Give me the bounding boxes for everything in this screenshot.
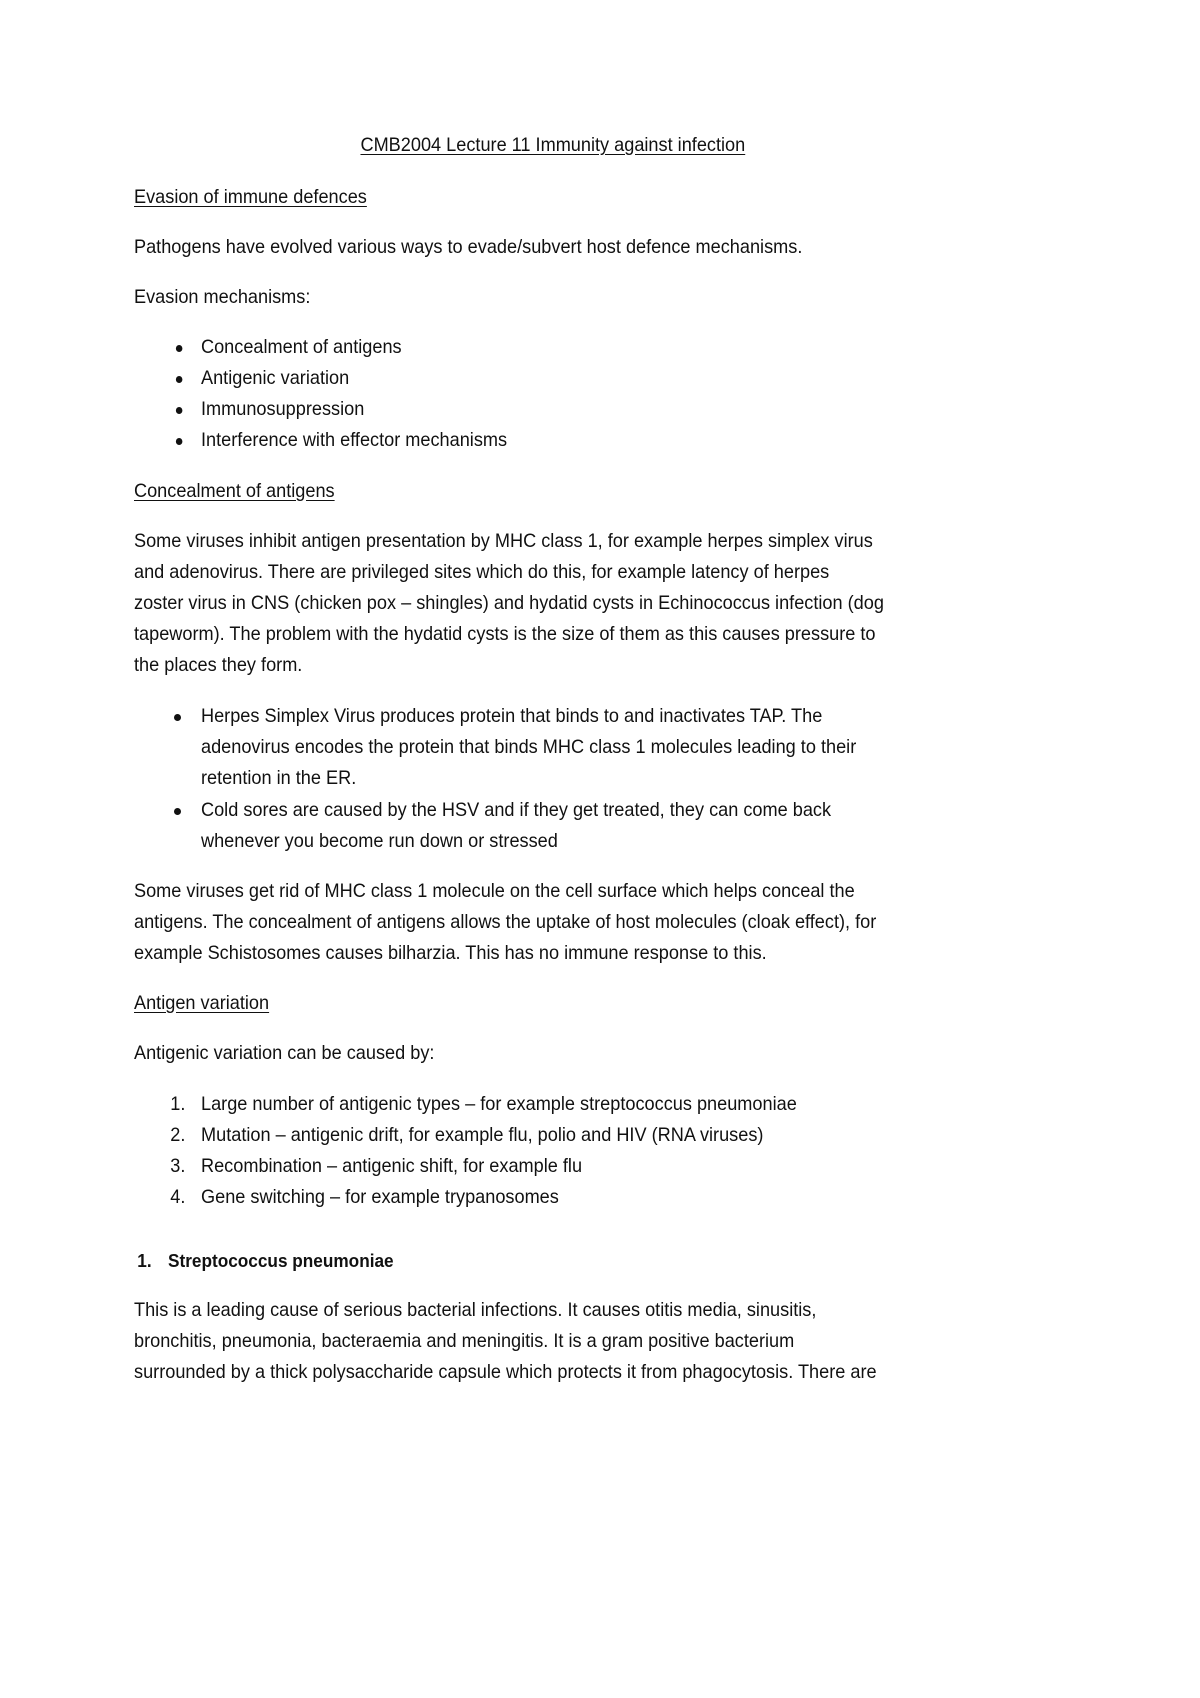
paragraph-evasion-intro: Pathogens have evolved various ways to evade/subvert host defence mechanisms. <box>134 236 803 258</box>
paragraph-concealment: Some viruses inhibit antigen presentation by MHC class 1, for example herpes simplex virus and adenovirus. There are privileged sites which do this, for example latency of herpes zoster virus in CNS (chicken pox – shingles) and hydatid cysts in Echinococcus infection (dog tapeworm). The problem with the hydatid cysts is the size of them as this causes pressure to the places they form. <box>134 530 884 676</box>
list-item: Immunosuppression <box>201 394 507 425</box>
bullet-icon <box>176 345 183 352</box>
heading-evasion: Evasion of immune defences <box>134 186 367 208</box>
list-item: Interference with effector mechanisms <box>201 425 507 456</box>
variation-list <box>170 1089 842 1213</box>
paragraph-concealment-2: Some viruses get rid of MHC class 1 molecule on the cell surface which helps conceal the antigens. The concealment of antigens allows the uptake of host molecules (cloak effect), for example Schistosomes causes bilharzia. This has no immune response to this. <box>134 880 877 964</box>
bullet-icon <box>174 714 181 721</box>
list-item: Cold sores are caused by the HSV and if they get treated, they can come back whenever you become run down or stressed <box>201 795 906 857</box>
bullet-icon <box>174 808 181 815</box>
bullet-icon <box>176 376 183 383</box>
mechanisms-label: Evasion mechanisms: <box>134 286 311 308</box>
bullet-icon <box>176 438 183 445</box>
concealment-bullets <box>201 701 906 857</box>
paragraph-streptococcus: This is a leading cause of serious bacterial infections. It causes otitis media, sinusitis, bronchitis, pneumonia, bacteraemia and meningitis. It is a gram positive bacterium surrounded by a thick polysaccharide capsule which protects it from phagocytosis. There are <box>134 1299 877 1383</box>
document-title: CMB2004 Lecture 11 Immunity against infection <box>360 134 746 156</box>
list-item: Concealment of antigens <box>201 332 507 363</box>
bullet-icon <box>176 407 183 414</box>
heading-concealment: Concealment of antigens <box>134 480 335 502</box>
list-item: 4. Gene switching – for example trypanosomes <box>170 1186 559 1208</box>
list-item: 1. Large number of antigenic types – for example streptococcus pneumoniae <box>170 1093 797 1115</box>
list-item: 2. Mutation – antigenic drift, for example flu, polio and HIV (RNA viruses) <box>170 1124 764 1146</box>
mechanisms-list <box>201 332 530 456</box>
list-item: Antigenic variation <box>201 363 507 394</box>
paragraph-variation-intro: Antigenic variation can be caused by: <box>134 1042 435 1064</box>
list-item: Herpes Simplex Virus produces protein that binds to and inactivates TAP. The adenovirus encodes the protein that binds MHC class 1 molecules leading to their retention in the ER. <box>201 701 906 794</box>
heading-streptococcus: 1. Streptococcus pneumoniae <box>137 1250 394 1271</box>
heading-antigen-variation: Antigen variation <box>134 992 270 1014</box>
list-item: 3. Recombination – antigenic shift, for example flu <box>170 1155 583 1177</box>
